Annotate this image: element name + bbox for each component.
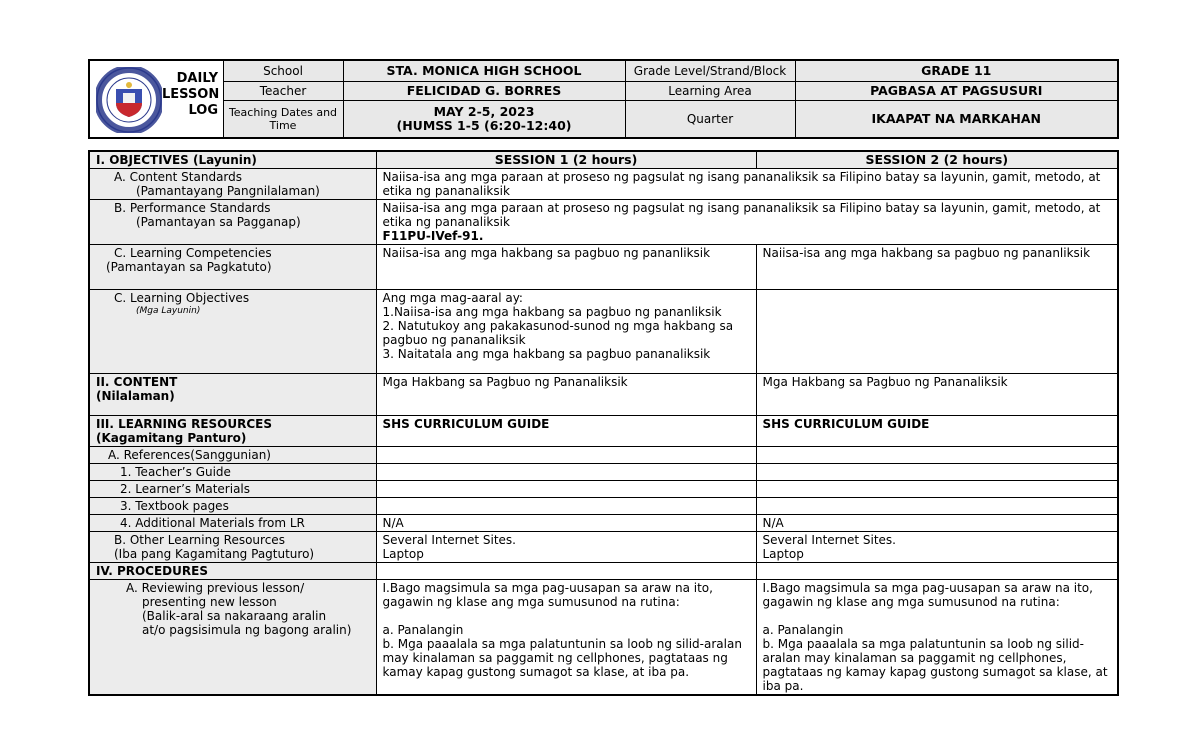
content-session1: Mga Hakbang sa Pagbuo ng Pananaliksik — [376, 374, 756, 416]
deped-seal-icon — [96, 67, 162, 133]
competencies-row — [89, 245, 1118, 290]
textbook-pages-label: 3. Textbook pages — [89, 498, 376, 515]
procedures-heading: IV. PROCEDURES — [89, 563, 376, 580]
learning-objectives-label: C. Learning Objectives (Mga Layunin) — [89, 290, 376, 374]
session2-heading: SESSION 2 (2 hours) — [756, 151, 1118, 169]
additional-materials-session1: N/A — [376, 515, 756, 532]
objectives-heading: I. OBJECTIVES (Layunin) — [89, 151, 376, 169]
competencies-session1: Naiisa-isa ang mga hakbang sa pagbuo ng pananliksik — [376, 245, 756, 290]
grade-label: Grade Level/Strand/Block — [625, 60, 795, 82]
teachers-guide-label: 1. Teacher’s Guide — [89, 464, 376, 481]
teacher-value: FELICIDAD G. BORRES — [343, 82, 625, 101]
school-label: School — [223, 60, 343, 82]
content-row — [89, 374, 1118, 416]
resources-row — [89, 416, 1118, 447]
other-resources-session1: Several Internet Sites. Laptop — [376, 532, 756, 563]
quarter-label: Quarter — [625, 101, 795, 138]
area-value: PAGBASA AT PAGSUSURI — [795, 82, 1118, 101]
resources-session1: SHS CURRICULUM GUIDE — [376, 416, 756, 447]
quarter-value: IKAAPAT NA MARKAHAN — [795, 101, 1118, 138]
additional-materials-session2: N/A — [756, 515, 1118, 532]
content-standards-label: A. Content Standards (Pamantayang Pangnilalaman) — [89, 169, 376, 200]
review-row — [89, 580, 1118, 696]
session1-heading: SESSION 1 (2 hours) — [376, 151, 756, 169]
review-session1: I.Bago magsimula sa mga pag-uusapan sa araw na ito, gagawin ng klase ang mga sumusunod na rutina: a. Panalangin b. Mga paaalala sa mga palatuntunin sa loob ng silid-aralan may kinalaman sa paggamit ng cellphones, pagtataas ng kamay kapag gustong sumagot sa klase, at iba pa. — [376, 580, 756, 696]
performance-standards-label: B. Performance Standards (Pamantayan sa Pagganap) — [89, 200, 376, 245]
competencies-label: C. Learning Competencies (Pamantayan sa Pagkatuto) — [89, 245, 376, 290]
textbook-pages-row — [89, 498, 1118, 515]
header-table — [88, 59, 1119, 139]
other-resources-label: B. Other Learning Resources (Iba pang Kagamitang Pagtuturo) — [89, 532, 376, 563]
learning-objectives-session2 — [756, 290, 1118, 374]
resources-heading: III. LEARNING RESOURCES (Kagamitang Panturo) — [89, 416, 376, 447]
other-resources-session2: Several Internet Sites. Laptop — [756, 532, 1118, 563]
learning-objectives-session1: Ang mga mag-aaral ay: 1.Naiisa-isa ang mga hakbang sa pagbuo ng pananliksik 2. Natutukoy ang pakakasunod-sunod ng mga hakbang sa pagbuo ng pananaliksik 3. Naitatala ang mga hakbang sa pagbuo pananaliksik — [376, 290, 756, 374]
content-standards-text: Naiisa-isa ang mga paraan at proseso ng pagsulat ng isang pananaliksik sa Filipino batay sa layunin, gamit, metodo, at etika ng pananaliksik — [376, 169, 1118, 200]
additional-materials-label: 4. Additional Materials from LR — [89, 515, 376, 532]
teacher-label: Teacher — [223, 82, 343, 101]
references-row — [89, 447, 1118, 464]
logo-cell — [89, 60, 223, 138]
procedures-header-row — [89, 563, 1118, 580]
competencies-session2: Naiisa-isa ang mga hakbang sa pagbuo ng pananliksik — [756, 245, 1118, 290]
teachers-guide-row — [89, 464, 1118, 481]
grade-value: GRADE 11 — [795, 60, 1118, 82]
performance-standards-text: Naiisa-isa ang mga paraan at proseso ng pagsulat ng isang pananaliksik sa Filipino batay sa layunin, gamit, metodo, at etika ng pananaliksik F11PU-IVef-91. — [376, 200, 1118, 245]
lesson-table — [88, 150, 1119, 696]
dates-value: MAY 2-5, 2023 (HUMSS 1-5 (6:20-12:40) — [343, 101, 625, 138]
dates-label: Teaching Dates and Time — [223, 101, 343, 138]
review-label: A. Reviewing previous lesson/ presenting new lesson (Balik-aral sa nakaraang aralin at/o pagsisimula ng bagong aralin) — [89, 580, 376, 696]
content-session2: Mga Hakbang sa Pagbuo ng Pananaliksik — [756, 374, 1118, 416]
review-session2: I.Bago magsimula sa mga pag-uusapan sa araw na ito, gagawin ng klase ang mga sumusunod na rutina: a. Panalangin b. Mga paaalala sa mga palatuntunin sa loob ng silid-aralan may kinalaman sa paggamit ng cellphones, pagtataas ng kamay kapag gustong sumagot sa klase, at iba pa. — [756, 580, 1118, 696]
learners-materials-label: 2. Learner’s Materials — [89, 481, 376, 498]
content-standards-row — [89, 169, 1118, 200]
learning-objectives-row — [89, 290, 1118, 374]
content-heading: II. CONTENT (Nilalaman) — [89, 374, 376, 416]
resources-session2: SHS CURRICULUM GUIDE — [756, 416, 1118, 447]
other-resources-row — [89, 532, 1118, 563]
school-value: STA. MONICA HIGH SCHOOL — [343, 60, 625, 82]
area-label: Learning Area — [625, 82, 795, 101]
additional-materials-row — [89, 515, 1118, 532]
learners-materials-row — [89, 481, 1118, 498]
performance-standards-row — [89, 200, 1118, 245]
dll-title: DAILY LESSON LOG — [162, 71, 220, 118]
references-label: A. References(Sanggunian) — [89, 447, 376, 464]
objectives-header-row — [89, 151, 1118, 169]
